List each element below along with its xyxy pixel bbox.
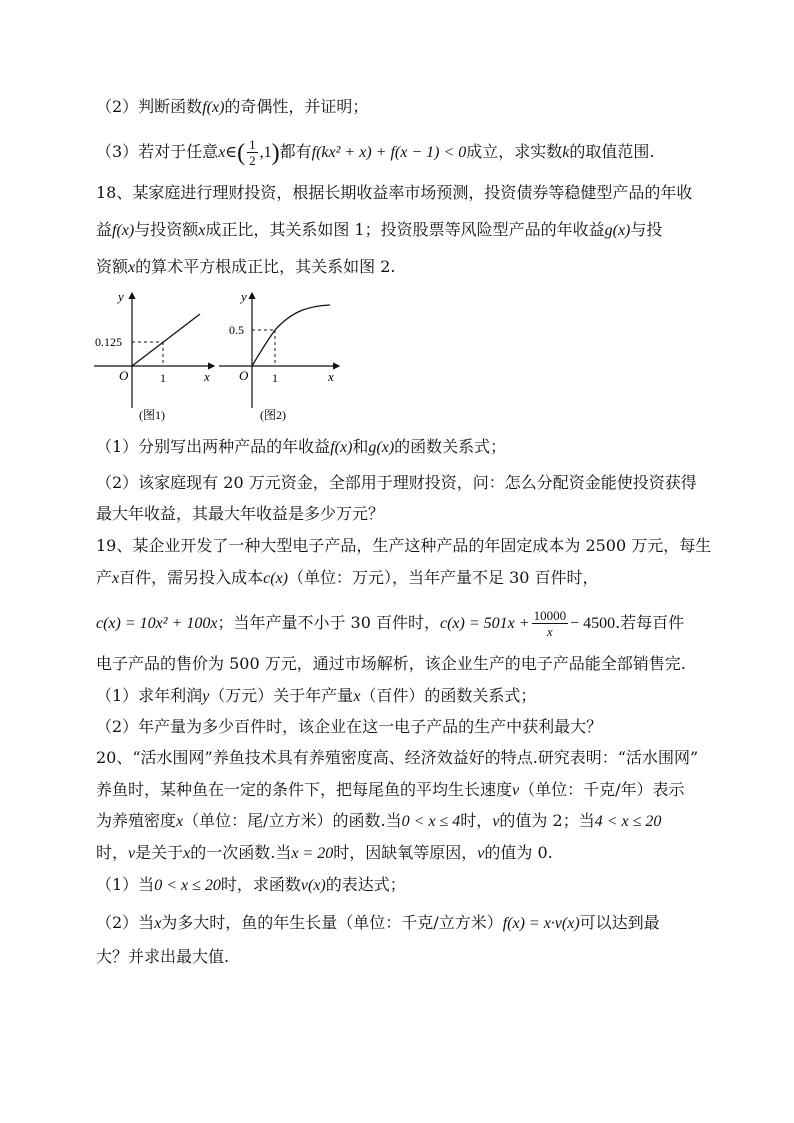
math-in: ∈ <box>225 144 238 161</box>
math-v: v <box>128 845 136 862</box>
text: 的值为 0. <box>484 843 553 862</box>
origin-label: O <box>119 368 129 383</box>
frac-num: 10000 <box>533 608 567 623</box>
text: 可以达到最 <box>579 913 660 932</box>
math-v: v <box>512 782 520 799</box>
text: 成立，求实数 <box>466 142 563 161</box>
math-v: v <box>492 813 500 830</box>
text: （单位：千克/年）表示 <box>519 780 685 799</box>
q19-sub1 <box>96 685 704 708</box>
text: 成正比，其关系如图 1；投资股票等风险型产品的年收益 <box>205 220 605 239</box>
text: 与投 <box>630 220 663 239</box>
text: 益 <box>96 220 113 239</box>
math-cond: x = 20 <box>291 845 334 862</box>
math-const: − 4500 <box>570 615 616 632</box>
text: 为养殖密度 <box>96 811 177 830</box>
interval-end: ,1 <box>259 144 272 161</box>
text: （3）若对于任意 <box>96 142 219 161</box>
frac-den: 2 <box>249 153 256 168</box>
text: .若每百件 <box>615 613 685 632</box>
left-paren: ( <box>237 140 246 166</box>
text: （1）当 <box>96 875 155 894</box>
q20-line4 <box>96 842 704 865</box>
math-fx-expr: f(x) = x·v(x) <box>502 915 580 932</box>
q20-line2 <box>96 779 704 802</box>
y-label: y <box>118 289 124 304</box>
math-k: k <box>562 144 570 161</box>
math-cond: 0 < x ≤ 4 <box>401 813 461 830</box>
q20-sub1 <box>96 874 704 897</box>
q19-line2 <box>96 567 704 590</box>
q17-part2 <box>96 96 704 119</box>
fraction-one-half <box>247 137 258 168</box>
text: ；当年产量不小于 30 百件时， <box>217 613 440 632</box>
math-fx: f(x) <box>202 99 225 116</box>
x-tick-label: 1 <box>272 371 278 385</box>
text: 与投资额 <box>134 220 199 239</box>
text: 时，因缺氧等原因， <box>333 843 478 862</box>
math-cx: c(x) <box>263 570 288 587</box>
x-label: x <box>204 369 210 384</box>
q19-line1: 19、某企业开发了一种大型电子产品，生产这种产品的年固定成本为 2500 万元，每生 <box>96 536 712 555</box>
math-fx: f(x) <box>330 439 353 456</box>
origin-label: O <box>239 368 249 383</box>
q20-line3 <box>96 810 704 833</box>
math-x: x <box>176 813 184 830</box>
q18-line1: 18、某家庭进行理财投资，根据长期收益率市场预测，投资债券等稳健型产品的年收 <box>96 183 693 202</box>
y-label: y <box>241 289 247 304</box>
y-tick-label: 0.5 <box>229 323 244 337</box>
frac-num: 1 <box>249 137 256 152</box>
text: 的值为 2；当 <box>499 811 595 830</box>
math-y: y <box>202 688 210 705</box>
y-tick-label: 0.125 <box>95 335 122 349</box>
q17-part3 <box>96 137 704 168</box>
math-x: x <box>112 570 120 587</box>
text: 的函数关系式； <box>394 437 507 456</box>
text: 的表达式； <box>325 875 406 894</box>
frac-den: x <box>546 624 553 639</box>
math-cost-2: c(x) = 501x + <box>440 615 530 632</box>
text: （1）分别写出两种产品的年收益 <box>96 437 331 456</box>
math-x: x <box>353 688 361 705</box>
text: 的一次函数.当 <box>190 843 292 862</box>
text: （百件）的函数关系式； <box>360 686 537 705</box>
math-cond: 4 < x ≤ 20 <box>594 813 662 830</box>
q18-line3 <box>96 256 704 279</box>
text: 是关于 <box>135 843 184 862</box>
text: （2）当 <box>96 913 155 932</box>
q18-sub2-line2: 最大年收益，其最大年收益是多少万元？ <box>96 504 385 523</box>
text: 的取值范围. <box>569 142 655 161</box>
text: 产 <box>96 568 113 587</box>
text: 的奇偶性，并证明； <box>224 97 369 116</box>
q18-sub1 <box>96 436 704 459</box>
text: 都有 <box>279 142 312 161</box>
math-x: x <box>154 915 162 932</box>
q20-sub2 <box>96 912 704 935</box>
text: （单位：尾/立方米）的函数.当 <box>183 811 402 830</box>
math-x: x <box>128 259 136 276</box>
math-cond: 0 < x ≤ 20 <box>154 877 221 894</box>
x-tick-label: 1 <box>160 371 166 385</box>
math-vx: v(x) <box>300 877 326 894</box>
q18-line2 <box>96 219 704 242</box>
q19-line3 <box>96 608 704 639</box>
caption: (图1) <box>139 408 165 422</box>
text: 的算术平方根成正比，其关系如图 2. <box>135 257 396 276</box>
math-x: x <box>183 845 191 862</box>
text: 时， <box>96 843 129 862</box>
right-paren: ) <box>271 140 280 166</box>
q20-line1: 20、“活水围网”养鱼技术具有养殖密度高、经济效益好的特点.研究表明：“活水围网” <box>96 748 699 767</box>
q18-sub2-line1: （2）该家庭现有 20 万元资金，全部用于理财投资，问：怎么分配资金能使投资获得 <box>96 473 697 492</box>
text: 资额 <box>96 257 129 276</box>
math-cost-1: c(x) = 10x² + 100x <box>96 615 218 632</box>
text: 时， <box>460 811 493 830</box>
x-label: x <box>328 369 334 384</box>
text: 为多大时，鱼的年生长量（单位：千克/立方米） <box>161 913 503 932</box>
text: 养鱼时，某种鱼在一定的条件下，把每尾鱼的平均生长速度 <box>96 780 513 799</box>
math-x: x <box>218 144 226 161</box>
math-x: x <box>198 222 206 239</box>
text: （1）求年利润 <box>96 686 203 705</box>
text: （2）判断函数 <box>96 97 203 116</box>
curve-gx <box>252 305 330 366</box>
math-v: v <box>477 845 485 862</box>
math-gx: g(x) <box>604 222 631 239</box>
text: （单位：万元），当年产量不足 30 百件时， <box>288 568 599 587</box>
text: 和 <box>352 437 369 456</box>
text: （万元）关于年产量 <box>209 686 354 705</box>
math-gx: g(x) <box>368 439 395 456</box>
figure-1-linear-graph <box>92 288 222 426</box>
caption: (图2) <box>260 408 286 422</box>
text: 百件，需另投入成本 <box>119 568 264 587</box>
fraction-10000-over-x <box>532 608 569 639</box>
line-fx <box>132 314 200 366</box>
text: 时，求函数 <box>220 875 301 894</box>
math-fx: f(x) <box>112 222 135 239</box>
q19-line4: 电子产品的售价为 500 万元，通过市场解析，该企业生产的电子产品能全部销售完. <box>96 654 686 673</box>
q19-sub2: （2）年产量为多少百件时，该企业在这一电子产品的生产中获利最大？ <box>96 717 603 736</box>
math-inequality: f(kx² + x) + f(x − 1) < 0 <box>311 144 467 161</box>
q20-sub2-line2: 大？并求出最大值. <box>96 947 230 966</box>
figure-2-sqrt-graph <box>215 288 345 426</box>
